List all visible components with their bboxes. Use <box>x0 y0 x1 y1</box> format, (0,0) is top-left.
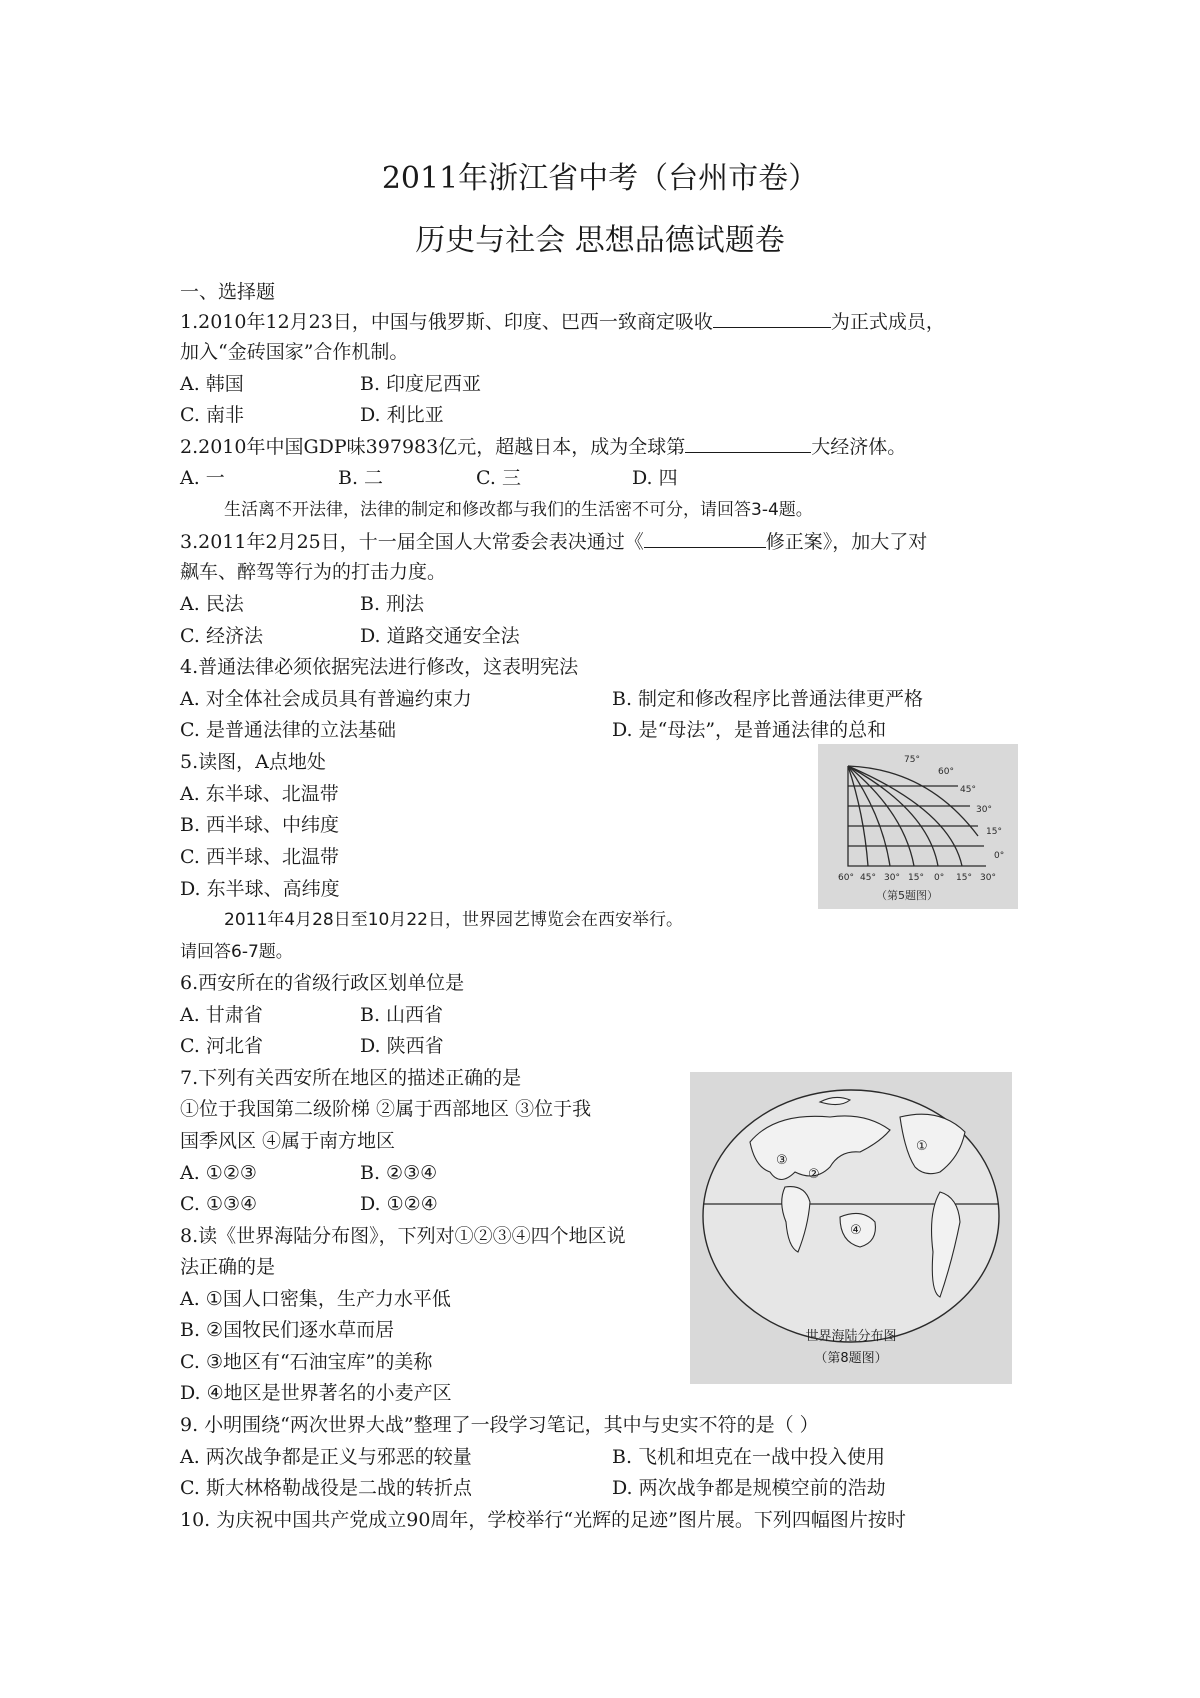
q8-option-c: C. ③地区有“石油宝库”的美称 <box>180 1351 433 1373</box>
q3-option-d: D. 道路交通安全法 <box>360 625 520 647</box>
q7-option-d: D. ①②④ <box>360 1193 438 1215</box>
fig5-bottom-label-4: 0° <box>934 873 945 883</box>
q5-option-a: A. 东半球、北温带 <box>180 783 339 805</box>
q4-option-c: C. 是普通法律的立法基础 <box>180 719 396 741</box>
q8-option-a: A. ①国人口密集，生产力水平低 <box>180 1288 451 1310</box>
question-5-stem: 5.读图，A点地处 <box>180 751 326 773</box>
q9-option-c: C. 斯大林格勒战役是二战的转折点 <box>180 1477 472 1499</box>
map-marker-3: ③ <box>776 1153 788 1168</box>
question-8-stem: 8.读《世界海陆分布图》，下列对①②③④四个地区说 <box>180 1225 626 1247</box>
fig5-right-label-4: 15° <box>986 827 1002 837</box>
question-1-stem: 1.2010年12月23日，中国与俄罗斯、印度、巴西一致商定吸收 为正式成员， <box>180 311 945 333</box>
question-7-stem: 7.下列有关西安所在地区的描述正确的是 <box>180 1067 522 1089</box>
question-9-stem: 9. 小明围绕“两次世界大战”整理了一段学习笔记，其中与史实不符的是（ ） <box>180 1414 819 1436</box>
q5-option-c: C. 西半球、北温带 <box>180 846 339 868</box>
fig5-bottom-label-5: 15° <box>956 873 972 883</box>
fig5-bottom-label-3: 15° <box>908 873 924 883</box>
q6-option-a: A. 甘肃省 <box>180 1004 263 1026</box>
q2-option-d: D. 四 <box>632 467 678 489</box>
map-marker-1: ① <box>916 1139 928 1154</box>
question-1-stem-cont: 加入“金砖国家”合作机制。 <box>180 341 409 363</box>
q3-option-a: A. 民法 <box>180 593 244 615</box>
fig5-bottom-label-6: 30° <box>980 873 996 883</box>
map-title: 世界海陆分布图 <box>805 1329 897 1344</box>
q9-option-a: A. 两次战争都是正义与邪恶的较量 <box>180 1446 472 1468</box>
fig5-right-label-2: 45° <box>960 785 976 795</box>
q3-option-b: B. 刑法 <box>360 593 425 615</box>
question-7-statements-cont: 国季风区 ④属于南方地区 <box>180 1130 396 1152</box>
reading-note: 生活离不开法律，法律的制定和修改都与我们的生活密不可分，请回答3-4题。 <box>224 500 813 520</box>
q9-option-b: B. 飞机和坦克在一战中投入使用 <box>612 1446 886 1468</box>
q7-option-a: A. ①②③ <box>180 1162 257 1184</box>
map-marker-4: ④ <box>850 1223 862 1238</box>
reading-note-cont: 请回答6-7题。 <box>180 942 293 962</box>
fig5-right-label-3: 30° <box>976 805 992 815</box>
q7-option-b: B. ②③④ <box>360 1162 438 1184</box>
q2-option-a: A. 一 <box>180 467 225 489</box>
q9-option-d: D. 两次战争都是规模空前的浩劫 <box>612 1477 886 1499</box>
question-3-stem: 3.2011年2月25日，十一届全国人大常委会表决通过《 修正案》，加大了对 <box>180 531 928 553</box>
page-title: 2011年浙江省中考（台州市卷） <box>381 161 819 196</box>
page-subtitle: 历史与社会 思想品德试题卷 <box>415 223 785 258</box>
q6-option-d: D. 陕西省 <box>360 1035 444 1057</box>
q1-option-b: B. 印度尼西亚 <box>360 373 482 395</box>
question-6-stem: 6.西安所在的省级行政区划单位是 <box>180 972 465 994</box>
fig5-caption: （第5题图） <box>876 889 938 902</box>
question-8-stem-cont: 法正确的是 <box>180 1256 276 1278</box>
question-10-stem: 10. 为庆祝中国共产党成立90周年，学校举行“光辉的足迹”图片展。下列四幅图片按时 <box>180 1509 906 1531</box>
q7-option-c: C. ①③④ <box>180 1193 258 1215</box>
question-7-statements: ①位于我国第二级阶梯 ②属于西部地区 ③位于我 <box>180 1098 592 1120</box>
fig5-right-label-1: 60° <box>938 767 954 777</box>
q6-option-b: B. 山西省 <box>360 1004 444 1026</box>
q1-option-a: A. 韩国 <box>180 373 244 395</box>
figure-5-graticule <box>818 744 1018 909</box>
fig5-right-label-5: 0° <box>994 851 1005 861</box>
section-heading: 一、选择题 <box>180 281 276 303</box>
q8-option-d: D. ④地区是世界著名的小麦产区 <box>180 1382 452 1404</box>
q1-option-d: D. 利比亚 <box>360 404 444 426</box>
q3-option-c: C. 经济法 <box>180 625 263 647</box>
fig5-bottom-label-2: 30° <box>884 873 900 883</box>
reading-note: 2011年4月28日至10月22日，世界园艺博览会在西安举行。 <box>224 910 683 930</box>
map-caption: （第8题图） <box>814 1351 888 1366</box>
q5-option-d: D. 东半球、高纬度 <box>180 878 340 900</box>
question-3-stem-cont: 飙车、醉驾等行为的打击力度。 <box>180 561 447 583</box>
q4-option-b: B. 制定和修改程序比普通法律更严格 <box>612 688 924 710</box>
fig5-bottom-label-1: 45° <box>860 873 876 883</box>
figure-8-world-map <box>690 1072 1012 1384</box>
answer-blank <box>685 434 811 453</box>
q2-option-b: B. 二 <box>338 467 384 489</box>
fig5-bottom-label-0: 60° <box>838 873 854 883</box>
question-2-stem: 2.2010年中国GDP味397983亿元，超越日本，成为全球第 大经济体。 <box>180 436 907 458</box>
question-4-stem: 4.普通法律必须依据宪法进行修改，这表明宪法 <box>180 656 579 678</box>
q2-option-c: C. 三 <box>476 467 521 489</box>
q8-option-b: B. ②国牧民们逐水草而居 <box>180 1319 395 1341</box>
q1-option-c: C. 南非 <box>180 404 244 426</box>
answer-blank <box>713 309 831 328</box>
map-marker-2: ② <box>808 1167 820 1182</box>
q4-option-d: D. 是“母法”，是普通法律的总和 <box>612 719 887 741</box>
answer-blank <box>644 529 766 548</box>
q4-option-a: A. 对全体社会成员具有普遍约束力 <box>180 688 472 710</box>
q5-option-b: B. 西半球、中纬度 <box>180 814 340 836</box>
fig5-right-label-0: 75° <box>904 755 920 765</box>
q6-option-c: C. 河北省 <box>180 1035 263 1057</box>
